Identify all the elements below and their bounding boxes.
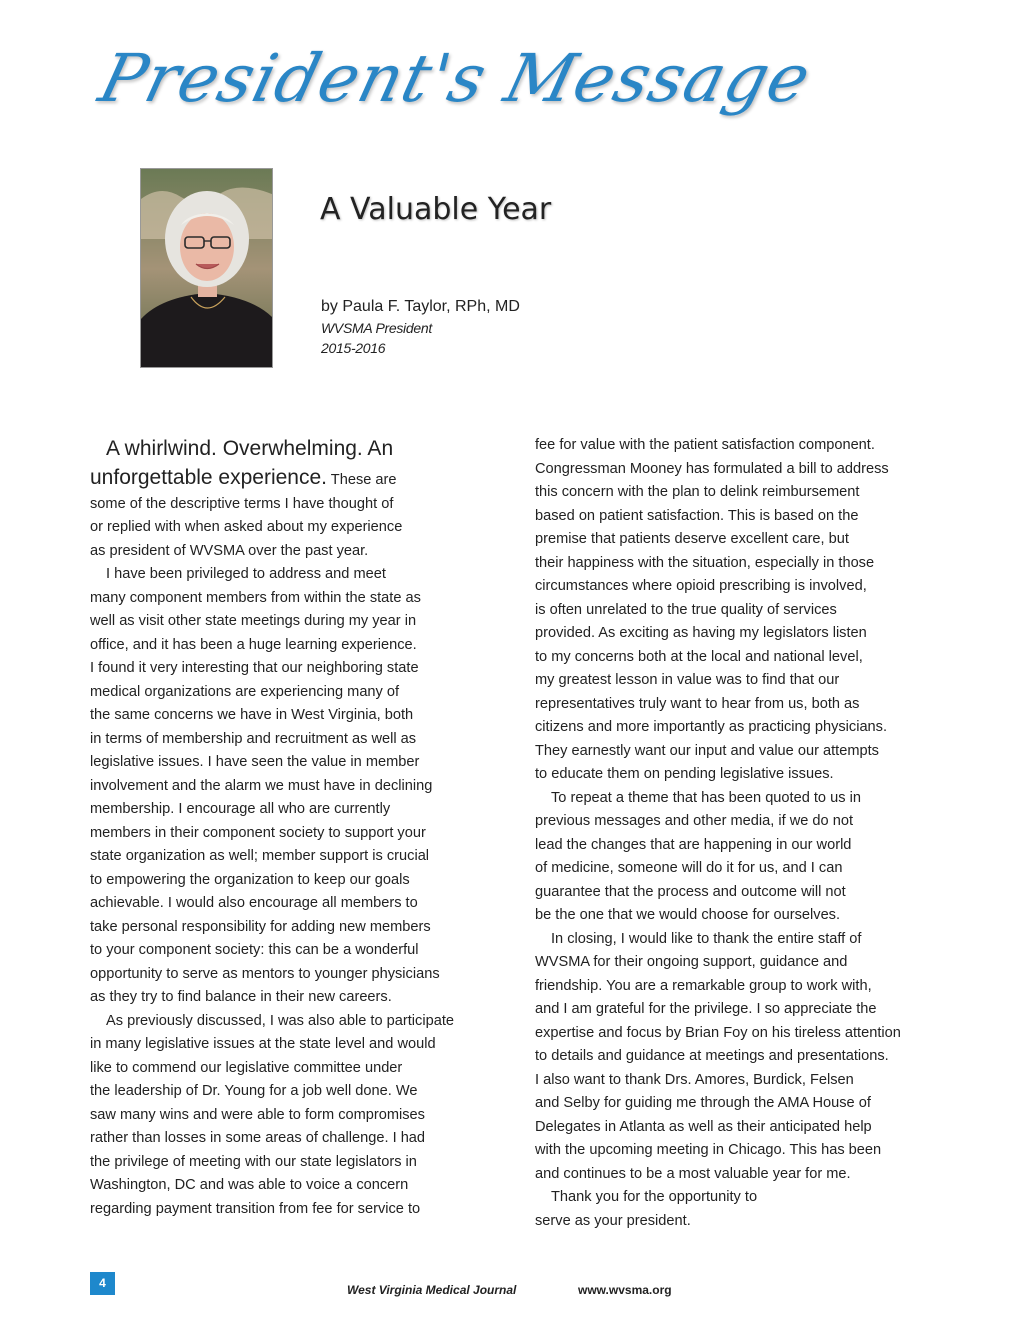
paragraph [90,463,490,563]
byline-term: 2015-2016 [321,340,386,356]
paragraph-text: These are some of the descriptive terms I have thought of or replied with when asked about my experience as president of WVSMA over the past year. [90,472,403,559]
paragraph: In closing, I would like to thank the entire staff of WVSMA for their ongoing support, guidance and friendship. You are a remarkable group to work with, and I am grateful for the privilege. I so appreciate the expertise and focus by Brian Foy on his tireless attention to details and guidance at meetings and presentations. I also want to thank Drs. Amores, Burdick, Felsen and Selby for guiding me through the AMA House of Delegates in Atlanta as well as their anticipated help with the upcoming meeting in Chicago. This has been and continues to be a most valuable year for me. [535,930,901,1182]
paragraph: As previously discussed, I was also able to participate in many legislative issues at the state level and would like to commend our legislative committee under the leadership of Dr. Young for a job well done. We saw many wins and were able to form compromises rather than losses in some areas of challenge. I had the privilege of meeting with our state legislators in Washington, DC and was able to voice a concern regarding payment transition from fee for service to [90,1012,454,1217]
footer-website-url: www.wvsma.org [578,1283,672,1297]
byline-role: WVSMA President [321,320,432,336]
paragraph: Thank you for the opportunity to serve as your president. [535,1189,758,1229]
right-column [535,434,940,1233]
byline-author: by Paula F. Taylor, RPh, MD [321,298,520,315]
byline [321,296,520,358]
page-header-title: President's Message [92,40,819,117]
page-number-badge: 4 [90,1272,115,1295]
footer-journal-name: West Virginia Medical Journal [347,1283,517,1297]
lead-in-line-1: A whirlwind. Overwhelming. An [106,437,394,460]
paragraph: I have been privileged to address and meet many component members from within the state as well as visit other state meetings during my year in office, and it has been a huge learning experience. I found it very interesting that our neighboring state medical organizations are experiencing many of the same concerns we have in West Virginia, both in terms of membership and recruitment as well as legislative issues. I have seen the value in member involvement and the alarm we must have in declining membership. I encourage all who are currently members in their component society to support your state organization as well; member support is crucial to empowering the organization to keep our goals achievable. I would also encourage all members to take personal responsibility for adding new members to your component society: this can be a wonderful opportunity to serve as mentors to younger physicians as they try to find balance in their new careers. [90,566,440,1005]
lead-in-line-2: unforgettable experience. [90,466,327,489]
left-column [90,434,490,1221]
article-title: A Valuable Year [320,192,552,227]
author-portrait [140,168,273,368]
paragraph: fee for value with the patient satisfaction component. Congressman Mooney has formulated a bill to address this concern with the plan to delink reimbursement based on patient satisfaction. This is based on the premise that patients deserve excellent care, but their happiness with the situation, especially in those circumstances where opioid prescribing is involved, is often unrelated to the true quality of services provided. As exciting as having my legislators listen to my concerns both at the local and national level, my greatest lesson in value was to find that our representatives truly want to hear from us, both as citizens and more importantly as practicing physicians. They earnestly want our input and value our attempts to educate them on pending legislative issues. [535,437,889,782]
paragraph: To repeat a theme that has been quoted to us in previous messages and other media, if we do not lead the changes that are happening in our world of medicine, someone will do it for us, and I can guarantee that the process and outcome will not be the one that we would choose for ourselves. [535,789,861,923]
